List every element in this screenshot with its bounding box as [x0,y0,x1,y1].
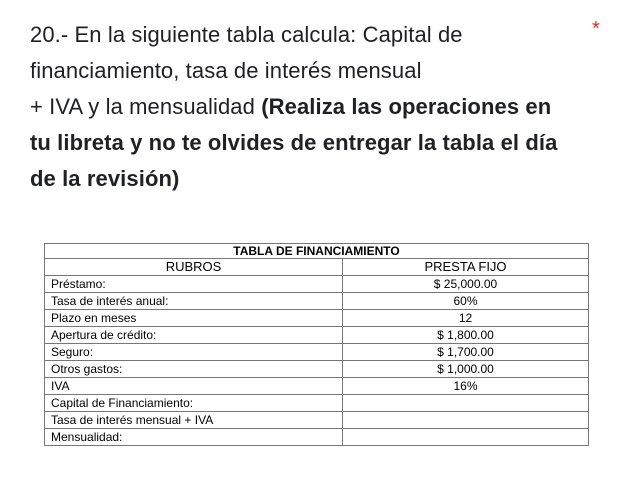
table-row [45,378,589,395]
row-label: Plazo en meses [45,310,343,327]
row-label: Otros gastos: [45,361,343,378]
row-label: Seguro: [45,344,343,361]
column-header-presta-fijo: PRESTA FIJO [343,259,589,276]
question-line-2: financiamiento, tasa de interés mensual [30,58,422,83]
table-row [45,276,589,293]
row-value: $ 25,000.00 [343,276,589,293]
row-label: Apertura de crédito: [45,327,343,344]
column-header-rubros: RUBROS [45,259,343,276]
table-row [45,429,589,446]
row-value: $ 1,800.00 [343,327,589,344]
financing-table-image [44,243,588,446]
required-marker: * [592,18,600,40]
table-body [45,276,589,446]
row-value: $ 1,000.00 [343,361,589,378]
row-value: 12 [343,310,589,327]
row-label: Tasa de interés anual: [45,293,343,310]
table-row [45,310,589,327]
question-line-1: 20.- En la siguiente tabla calcula: Capital de [30,22,463,47]
table-row [45,412,589,429]
question-line-3-bold: (Realiza las operaciones en [261,94,552,119]
row-value: 16% [343,378,589,395]
table-title: TABLA DE FINANCIAMIENTO [45,244,589,259]
table-row [45,344,589,361]
row-value: $ 1,700.00 [343,344,589,361]
row-value [343,412,589,429]
question-line-3 [30,89,590,125]
row-value [343,429,589,446]
question-line-3-normal: + IVA y la mensualidad [30,94,262,119]
row-label: Mensualidad: [45,429,343,446]
row-value [343,395,589,412]
question-line-5: de la revisión) [30,166,180,191]
question-text [30,17,590,197]
table-row [45,395,589,412]
financing-table [44,243,589,446]
row-label: IVA [45,378,343,395]
row-label: Capital de Financiamiento: [45,395,343,412]
question-line-4: tu libreta y no te olvides de entregar la tabla el día [30,130,558,155]
row-value: 60% [343,293,589,310]
table-row [45,327,589,344]
table-row [45,361,589,378]
row-label: Préstamo: [45,276,343,293]
table-row [45,293,589,310]
row-label: Tasa de interés mensual + IVA [45,412,343,429]
